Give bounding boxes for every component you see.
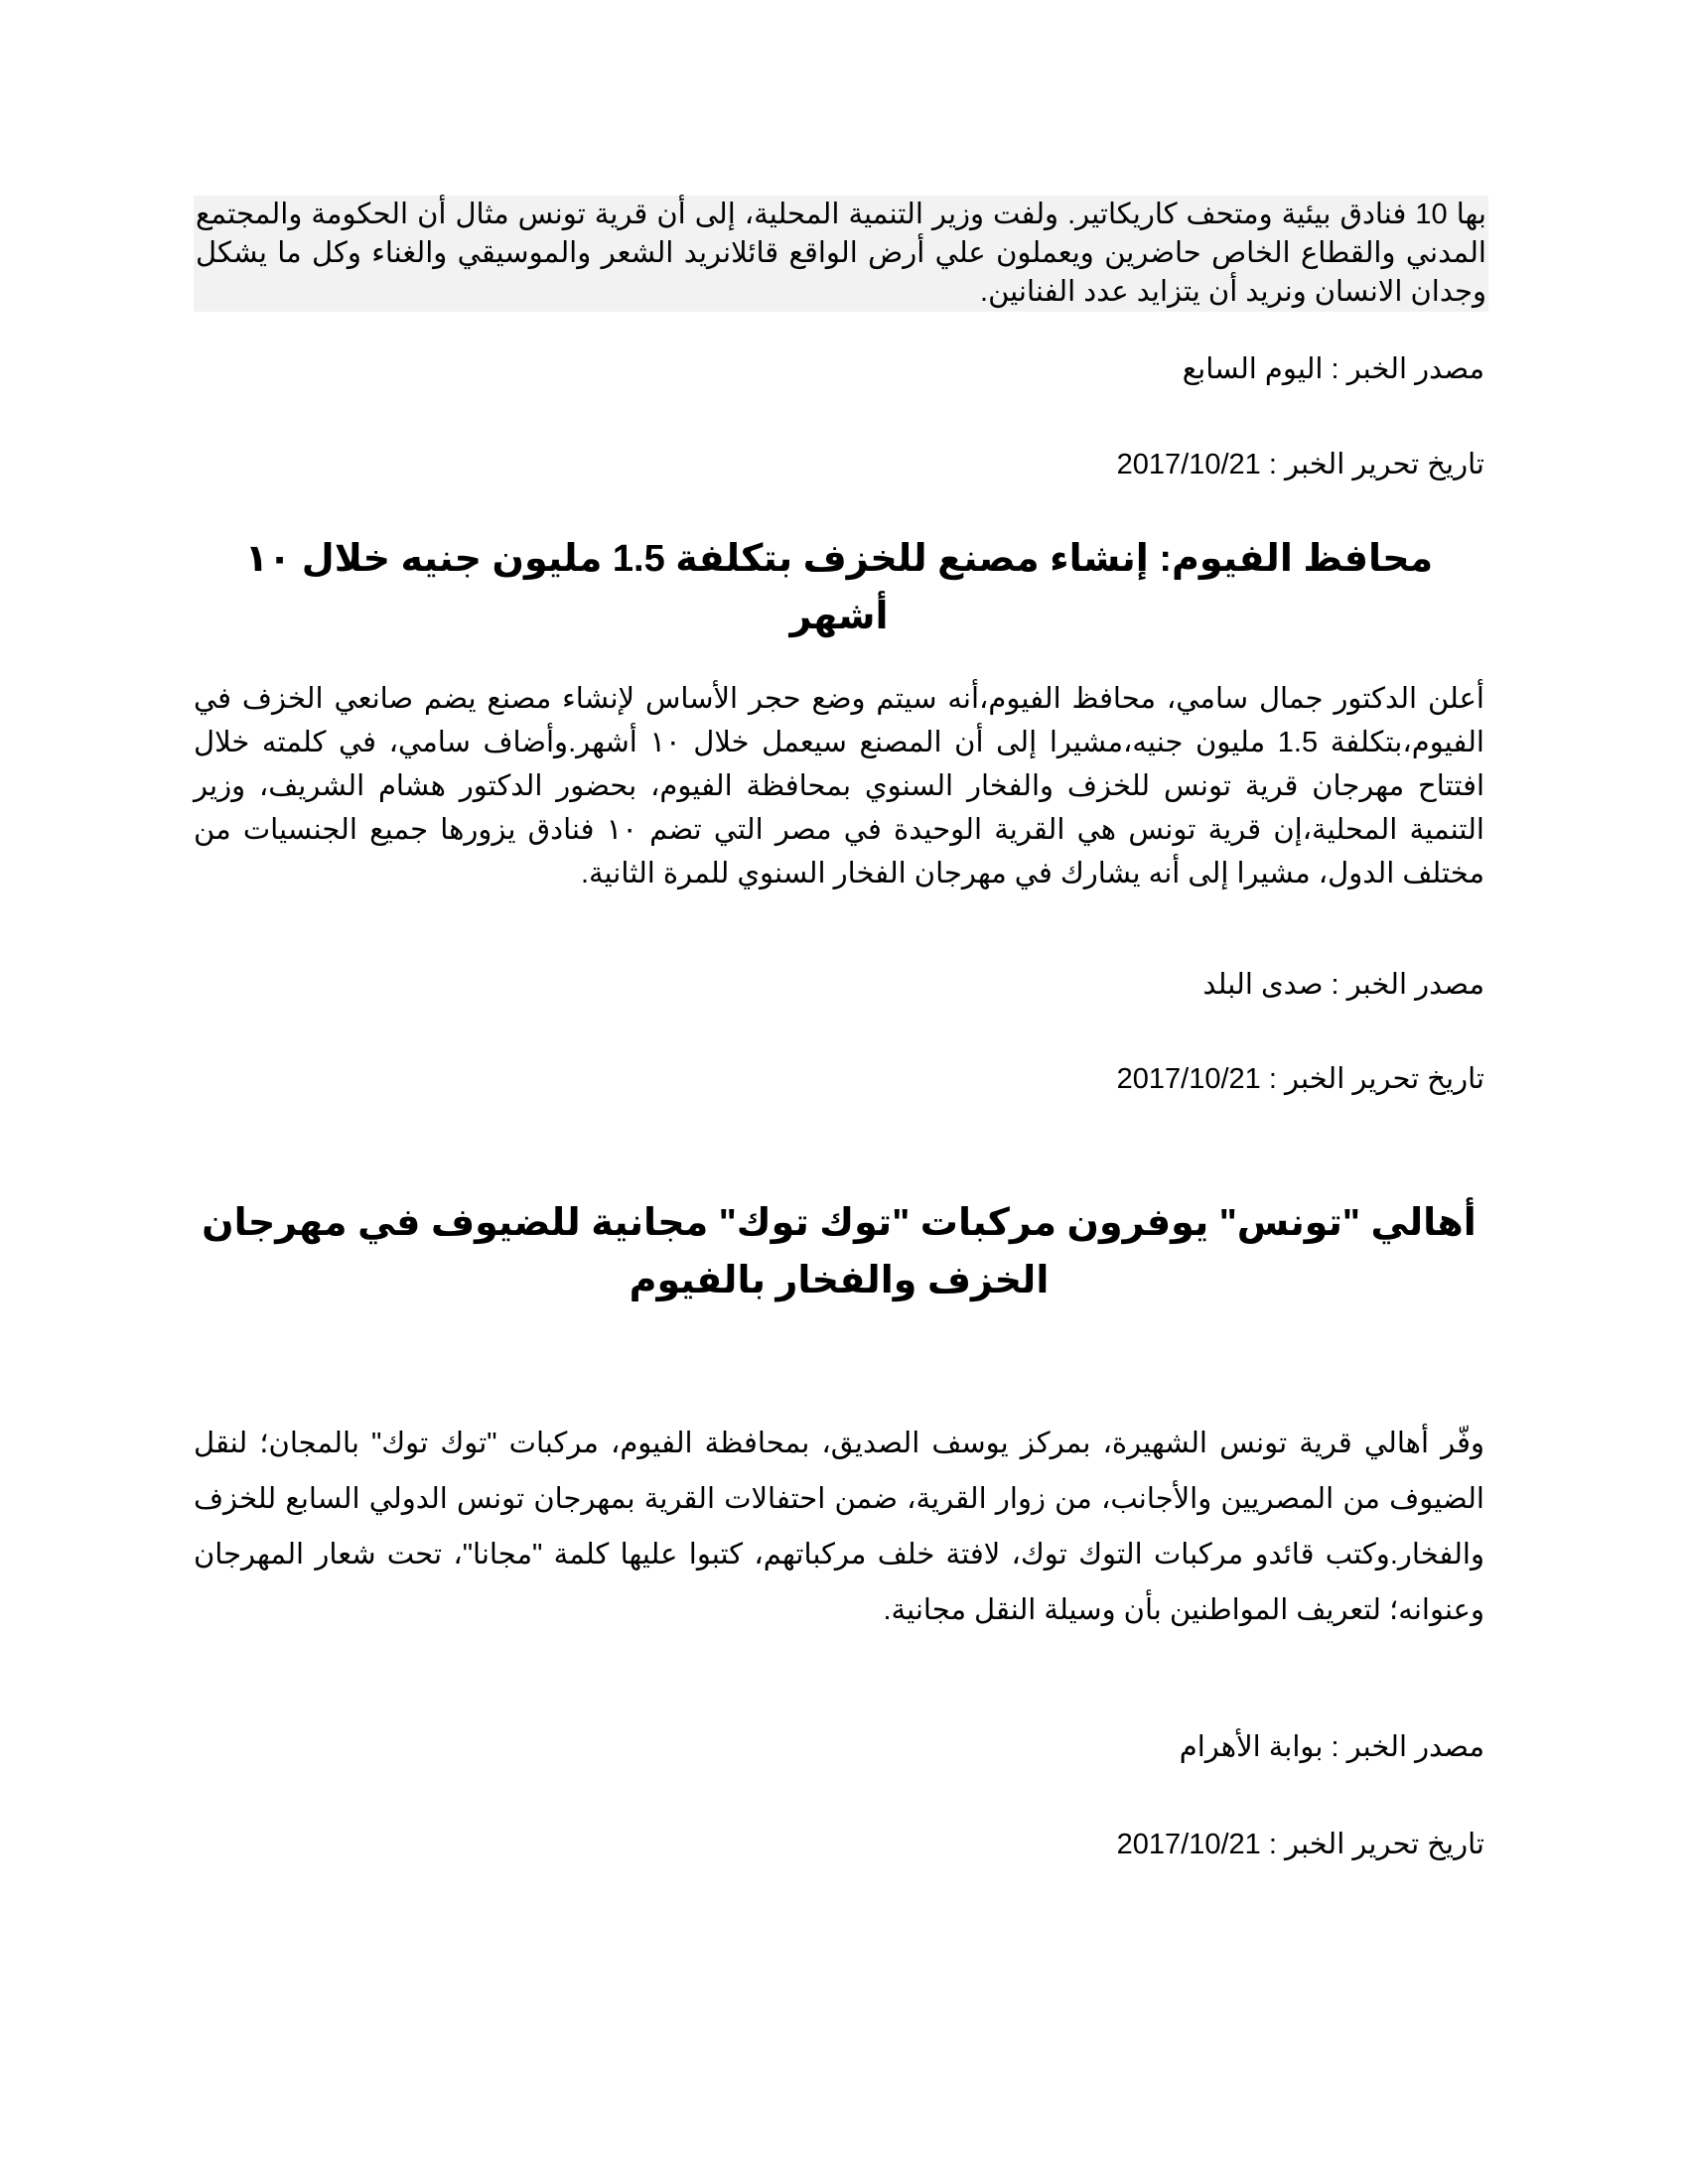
- article-1-body: أعلن الدكتور جمال سامي، محافظ الفيوم،أنه سيتم وضع حجر الأساس لإنشاء مصنع يضم صانعي الخزف في الفيوم،بتكلفة 1.5 مليون جنيه،مشيرا إلى أن المصنع سيعمل خلال ١٠ أشهر.وأضاف سامي، في كلمته خلال افتتاح مهرجان قرية تونس للخزف والفخار السنوي بمحافظة الفيوم، بحضور الدكتور هشام الشريف، وزير التنمية المحلية،إن قرية تونس هي القرية الوحيدة في مصر التي تضم ١٠ فنادق يزورها جميع الجنسيات من مختلف الدول، مشيرا إلى أنه يشارك في مهرجان الفخار السنوي للمرة الثانية.: [194, 683, 1484, 889]
- article-2-title: أهالي "تونس" يوفرون مركبات "توك توك" مجانية للضيوف في مهرجان الخزف والفخار بالفيوم: [202, 1202, 1477, 1301]
- article-2-body: وفّر أهالي قرية تونس الشهيرة، بمركز يوسف الصديق، بمحافظة الفيوم، مركبات "توك توك" بالمجان؛ لنقل الضيوف من المصريين والأجانب، من زوار القرية، ضمن احتفالات القرية بمهرجان تونس الدولي السابع للخزف والفخار.وكتب قائدو مركبات التوك توك، لافتة خلف مركباتهم، كتبوا عليها كلمة "مجانا"، تحت شعار المهرجان وعنوانه؛ لتعريف المواطنين بأن وسيلة النقل مجانية.: [194, 1428, 1484, 1626]
- article-1-date: تاريخ تحرير الخبر : 2017/10/21: [1116, 1063, 1484, 1095]
- article-1-source: مصدر الخبر : صدى البلد: [1202, 969, 1484, 1001]
- intro-paragraph: بها 10 فنادق بيئية ومتحف كاريكاتير. ولفت وزير التنمية المحلية، إلى أن قرية تونس مثال أن الحكومة والمجتمع المدني والقطاع الخاص حاضرين ويعملون علي أرض الواقع قائلانريد الشعر والموسيقي والغناء وكل ما يشكل وجدان الانسان ونريد أن يتزايد عدد الفنانين.: [194, 196, 1488, 312]
- intro-source: مصدر الخبر : اليوم السابع: [1182, 353, 1484, 385]
- article-2-date: تاريخ تحرير الخبر : 2017/10/21: [1116, 1829, 1484, 1860]
- intro-date: تاريخ تحرير الخبر : 2017/10/21: [1116, 449, 1484, 480]
- article-1-title: محافظ الفيوم: إنشاء مصنع للخزف بتكلفة 1.5 مليون جنيه خلال ١٠ أشهر: [244, 538, 1434, 637]
- article-2-source: مصدر الخبر : بوابة الأهرام: [1179, 1731, 1484, 1763]
